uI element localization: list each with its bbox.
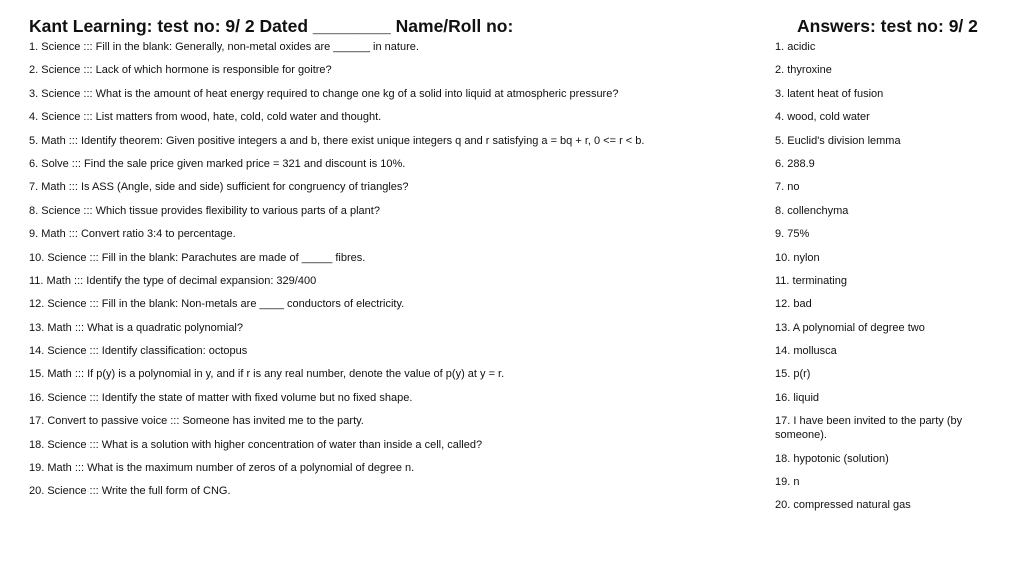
question-item: 15. Math ::: If p(y) is a polynomial in y, and if r is any real number, denote the value of p(y) at y = r. bbox=[29, 368, 505, 381]
answer-list bbox=[775, 40, 975, 522]
question-item: 7. Math ::: Is ASS (Angle, side and side) sufficient for congruency of triangles? bbox=[29, 181, 409, 194]
answer-item: 7. no bbox=[775, 181, 800, 194]
answer-item: 2. thyroxine bbox=[775, 64, 832, 77]
answer-item: 9. 75% bbox=[775, 228, 810, 241]
answer-item: 3. latent heat of fusion bbox=[775, 87, 884, 100]
answer-item: 12. bad bbox=[775, 298, 812, 311]
question-item: 18. Science ::: What is a solution with higher concentration of water than inside a cell, called? bbox=[29, 438, 483, 451]
question-item: 8. Science ::: Which tissue provides flexibility to various parts of a plant? bbox=[29, 204, 380, 217]
question-item: 4. Science ::: List matters from wood, hate, cold, cold water and thought. bbox=[29, 111, 382, 124]
answer-item: 15. p(r) bbox=[775, 368, 811, 381]
answer-item: 8. collenchyma bbox=[775, 204, 849, 217]
question-item: 5. Math ::: Identify theorem: Given positive integers a and b, there exist unique integers q and r satisfying a = bq + r, 0 <= r < b. bbox=[29, 134, 645, 147]
question-item: 10. Science ::: Fill in the blank: Parachutes are made of _____ fibres. bbox=[29, 251, 366, 264]
answer-item: 13. A polynomial of degree two bbox=[775, 321, 925, 334]
answer-item: 10. nylon bbox=[775, 251, 820, 264]
answer-item: 20. compressed natural gas bbox=[775, 499, 911, 512]
question-item: 12. Science ::: Fill in the blank: Non-metals are ____ conductors of electricity. bbox=[29, 298, 405, 311]
question-item: 3. Science ::: What is the amount of heat energy required to change one kg of a solid into liquid at atmospheric pressure? bbox=[29, 87, 619, 100]
answer-item: 4. wood, cold water bbox=[775, 111, 870, 124]
answers-title: Answers: test no: 9/ 2 bbox=[797, 16, 978, 36]
question-item: 14. Science ::: Identify classification: octopus bbox=[29, 345, 248, 358]
answer-item: 5. Euclid's division lemma bbox=[775, 134, 901, 147]
answer-item: 1. acidic bbox=[775, 41, 816, 53]
answer-item: 11. terminating bbox=[775, 274, 847, 287]
question-item: 9. Math ::: Convert ratio 3:4 to percentage. bbox=[29, 228, 236, 241]
question-item: 16. Science ::: Identify the state of matter with fixed volume but no fixed shape. bbox=[29, 391, 413, 404]
question-item: 20. Science ::: Write the full form of CNG. bbox=[29, 485, 231, 498]
answer-item: 16. liquid bbox=[775, 391, 820, 404]
answer-item: 14. mollusca bbox=[775, 345, 837, 358]
test-title: Kant Learning: test no: 9/ 2 Dated ________ Name/Roll no: bbox=[29, 16, 514, 36]
answer-item: 17. I have been invited to the party (by someone). bbox=[775, 415, 963, 442]
question-item: 19. Math ::: What is the maximum number of zeros of a polynomial of degree n. bbox=[29, 462, 415, 475]
question-item: 2. Science ::: Lack of which hormone is responsible for goitre? bbox=[29, 64, 332, 77]
question-item: 6. Solve ::: Find the sale price given marked price = 321 and discount is 10%. bbox=[29, 157, 406, 170]
question-item: 17. Convert to passive voice ::: Someone has invited me to the party. bbox=[29, 415, 364, 428]
question-list bbox=[29, 40, 749, 508]
question-item: 11. Math ::: Identify the type of decimal expansion: 329/400 bbox=[29, 274, 317, 287]
question-item: 13. Math ::: What is a quadratic polynomial? bbox=[29, 321, 243, 334]
answer-item: 6. 288.9 bbox=[775, 157, 815, 170]
answer-item: 19. n bbox=[775, 476, 800, 489]
question-item: 1. Science ::: Fill in the blank: Generally, non-metal oxides are ______ in nature. bbox=[29, 41, 419, 53]
answer-item: 18. hypotonic (solution) bbox=[775, 452, 889, 465]
